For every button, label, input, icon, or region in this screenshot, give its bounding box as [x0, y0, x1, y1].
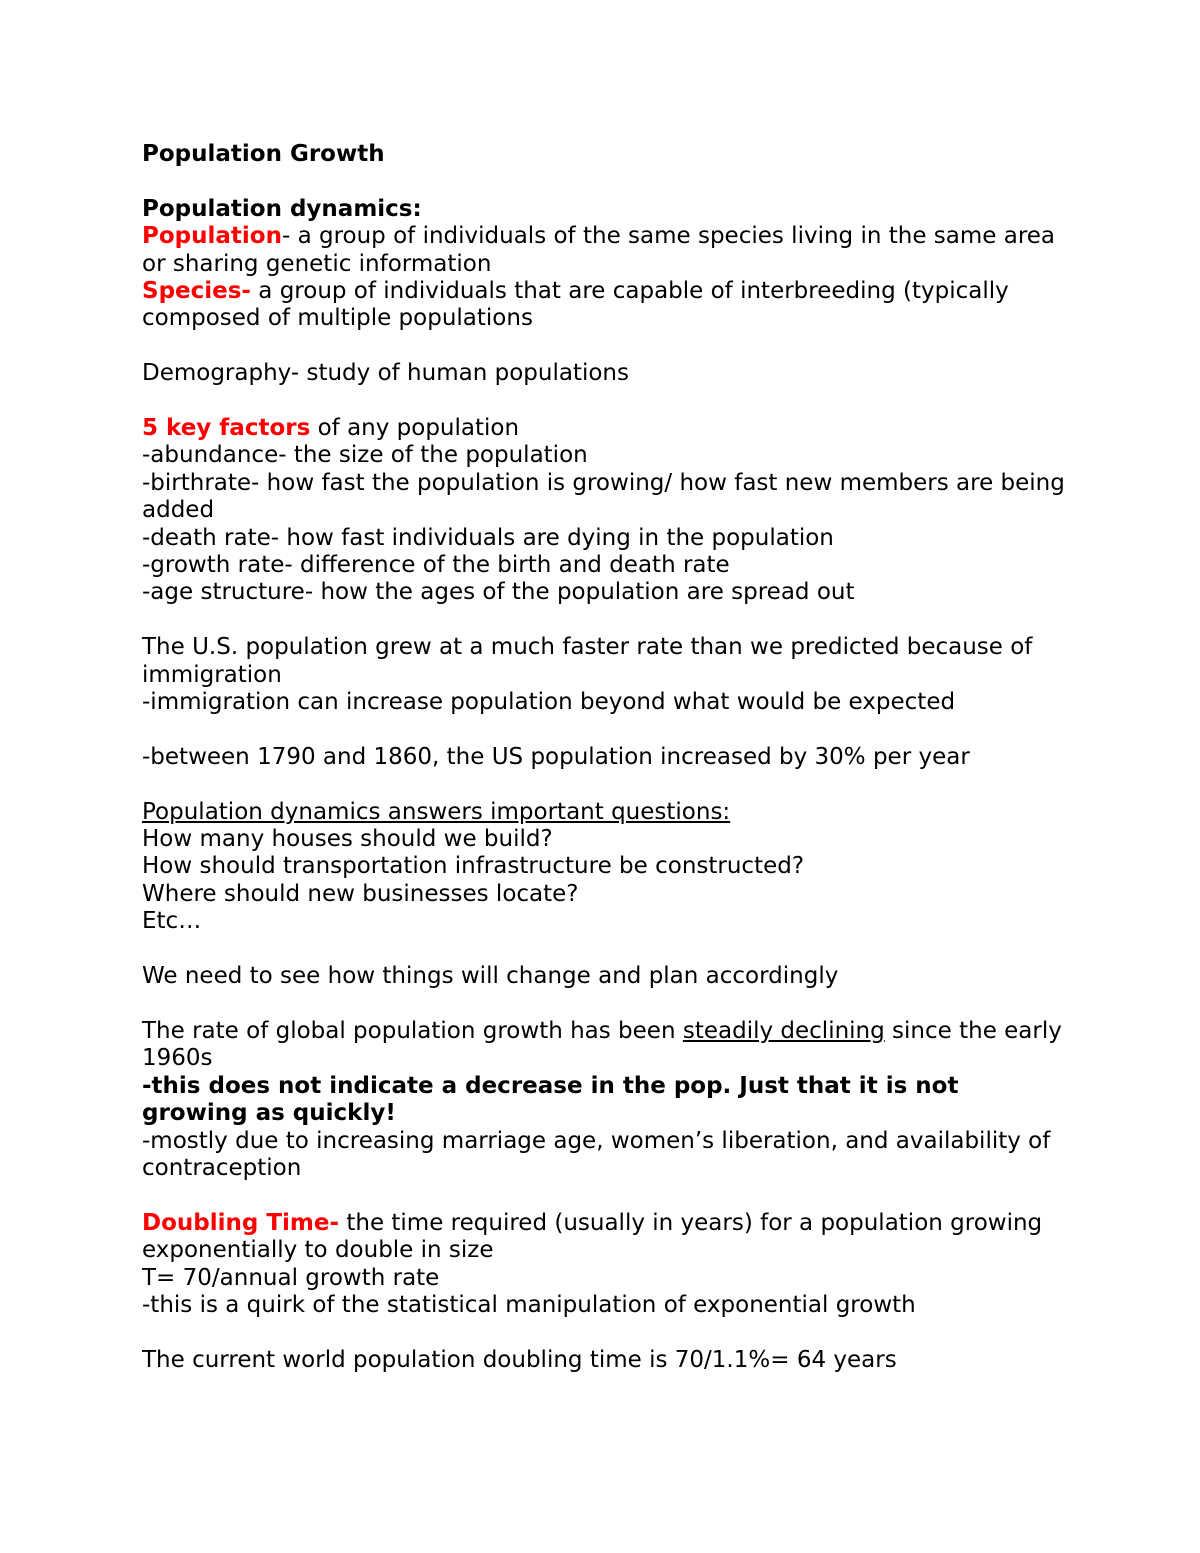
doubling-def-text: the time required (usually in years) for a population growing exponentially to double in size — [142, 1209, 1043, 1264]
key-factors-heading — [142, 415, 1072, 442]
key-factors-rest: of any population — [310, 415, 520, 442]
question-item: Etc… — [142, 908, 202, 935]
doubling-note: -this is a quirk of the statistical manipulation of exponential growth — [142, 1291, 916, 1318]
between-years-line: -between 1790 and 1860, the US population increased by 30% per year — [142, 743, 970, 770]
page-title: Population Growth — [142, 141, 385, 167]
document-body — [142, 141, 1072, 1374]
question-item: How many houses should we build? — [142, 826, 553, 853]
list-item: -growth rate- difference of the birth and death rate — [142, 552, 730, 579]
population-term: Population — [142, 223, 282, 250]
list-item: -death rate- how fast individuals are dying in the population — [142, 524, 834, 551]
questions-heading: Population dynamics answers important questions: — [142, 798, 731, 825]
doubling-formula: T= 70/annual growth rate — [142, 1264, 440, 1291]
rate-line — [142, 1018, 1072, 1073]
us-population-line: The U.S. population grew at a much faster rate than we predicted because of immigration — [142, 634, 1033, 688]
doubling-definition — [142, 1210, 1072, 1265]
plan-line: We need to see how things will change and plan accordingly — [142, 963, 839, 990]
key-factors-term: 5 key factors — [142, 415, 311, 442]
doubling-term: Doubling Time- — [142, 1209, 340, 1236]
question-item: How should transportation infrastructure be constructed? — [142, 853, 805, 880]
question-item: Where should new businesses locate? — [142, 880, 579, 907]
immigration-line: -immigration can increase population beyond what would be expected — [142, 689, 956, 716]
current-doubling-line: The current world population doubling time is 70/1.1%= 64 years — [142, 1346, 897, 1373]
rate-cause: -mostly due to increasing marriage age, women’s liberation, and availability of contraception — [142, 1127, 1051, 1181]
demography-line: Demography- study of human populations — [142, 360, 629, 387]
population-def-text: - a group of individuals of the same species living in the same area or sharing genetic information — [142, 223, 1056, 277]
rate-underlined: steadily declining — [682, 1017, 885, 1044]
dynamics-heading: Population dynamics: — [142, 195, 422, 222]
species-term: Species- — [142, 278, 251, 305]
species-def-text: a group of individuals that are capable of interbreeding (typically composed of multiple populations — [142, 278, 1009, 332]
list-item: -age structure- how the ages of the population are spread out — [142, 579, 855, 606]
list-item: -birthrate- how fast the population is growing/ how fast new members are being added — [142, 469, 1065, 524]
rate-bold-note: -this does not indicate a decrease in the pop. Just that it is not growing as quickly! — [142, 1072, 959, 1127]
population-definition — [142, 223, 1072, 278]
rate-pre: The rate of global population growth has been — [142, 1017, 683, 1044]
species-definition — [142, 278, 1072, 333]
rate-post: since the early 1960s — [142, 1017, 1062, 1072]
list-item: -abundance- the size of the population — [142, 442, 588, 469]
